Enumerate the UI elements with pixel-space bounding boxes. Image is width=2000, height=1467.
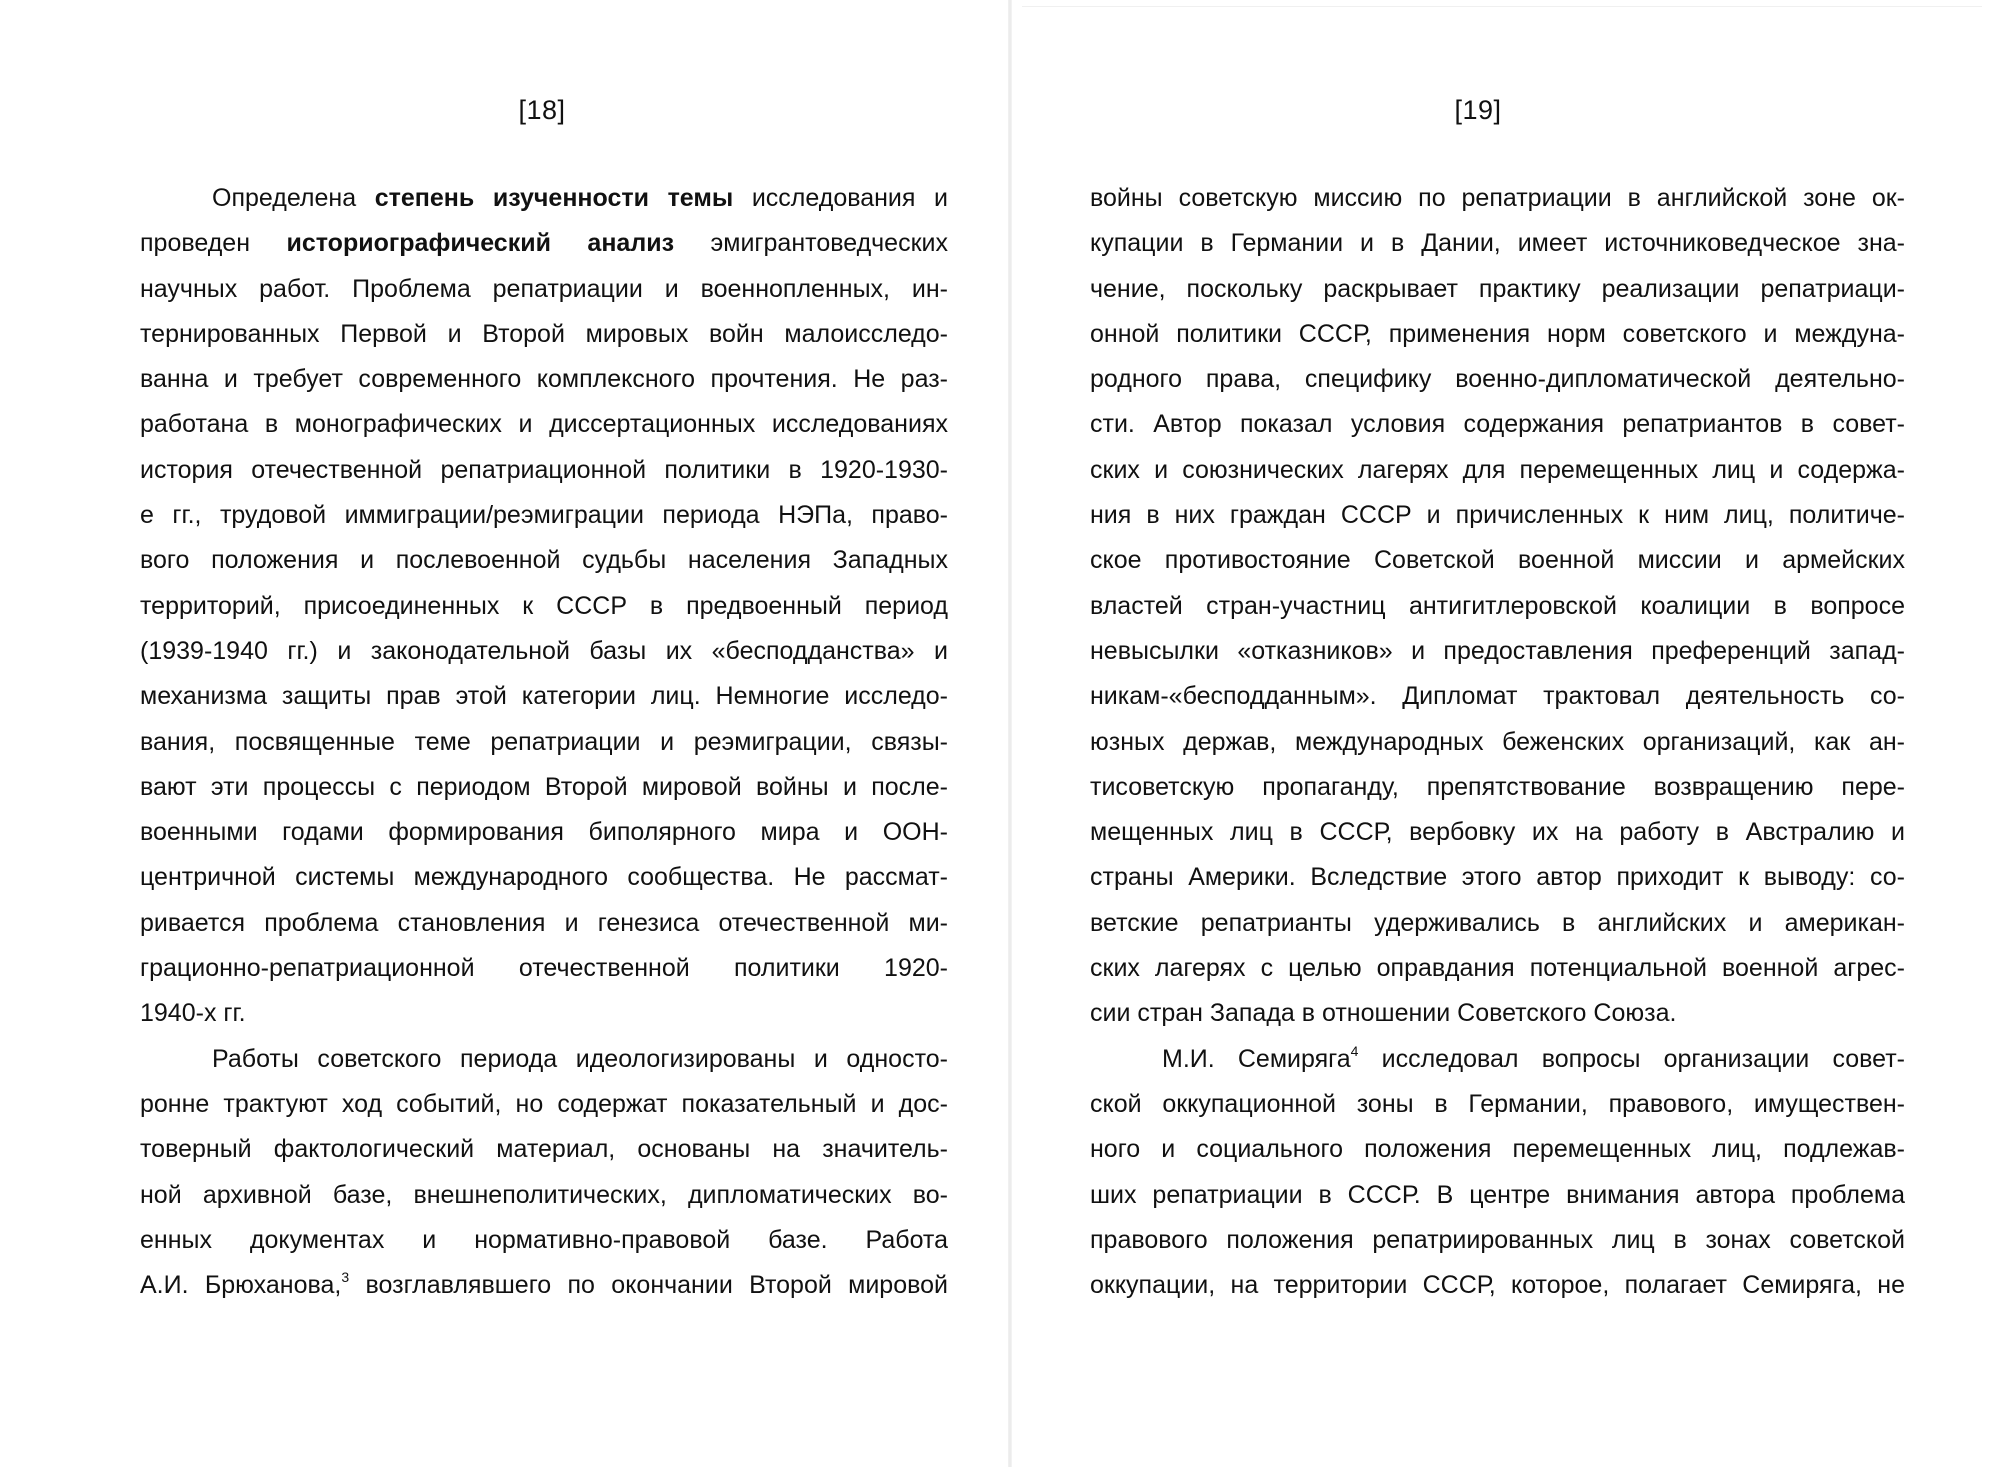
- text-line: ских и союзнических лагерях для перемещенных лиц и содержа-: [1090, 455, 1905, 484]
- text-line: история отечественной репатриационной политики в 1920-1930-: [140, 455, 948, 484]
- text-line: купации в Германии и в Дании, имеет источниковедческое зна-: [1090, 229, 1905, 258]
- text-line: сти. Автор показал условия содержания репатриантов в совет-: [1090, 410, 1905, 439]
- text-line: правового положения репатриированных лиц в зонах советской: [1090, 1225, 1905, 1254]
- text-line: сии стран Запада в отношении Советского Союза.: [1090, 999, 1677, 1028]
- text-line: ния в них граждан СССР и причисленных к ним лиц, политиче-: [1090, 501, 1905, 530]
- text-line: мещенных лиц в СССР, вербовку их на работу в Австралию и: [1090, 818, 1905, 847]
- text-line: ной архивной базе, внешнеполитических, дипломатических во-: [140, 1180, 948, 1209]
- text-line: 1940-х гг.: [140, 999, 246, 1028]
- text-line: вого положения и послевоенной судьбы населения Западных: [140, 546, 948, 575]
- text-line: тернированных Первой и Второй мировых войн малоисследо-: [140, 319, 948, 348]
- text-line: тисоветскую пропаганду, препятствование возвращению пере-: [1090, 772, 1905, 801]
- text-line: ного и социального положения перемещенных лиц, подлежав-: [1090, 1135, 1905, 1164]
- text-line: невысылки «отказников» и предоставления преференций запад-: [1090, 636, 1905, 665]
- text-line: ших репатриации в СССР. В центре внимания автора проблема: [1090, 1180, 1905, 1209]
- text-line: военными годами формирования биполярного мира и ООН-: [140, 818, 948, 847]
- text-line: механизма защиты прав этой категории лиц. Немногие исследо-: [140, 682, 948, 711]
- text-line: ской оккупационной зоны в Германии, правового, имуществен-: [1090, 1089, 1905, 1118]
- text-line: ронне трактуют ход событий, но содержат показательный и дос-: [140, 1089, 948, 1118]
- text-line: никам-«бесподданным». Дипломат трактовал деятельность со-: [1090, 682, 1905, 711]
- footnote-ref: 3: [341, 1269, 350, 1286]
- text-line: грационно-репатриационной отечественной политики 1920-: [140, 954, 948, 983]
- text-line: вания, посвященные теме репатриации и реэмиграции, связы-: [140, 727, 948, 756]
- bold-term: степень изученности темы: [374, 184, 734, 212]
- text-line: ветские репатрианты удерживались в английских и американ-: [1090, 908, 1905, 937]
- page-body: [140, 176, 948, 1308]
- page-body: [1090, 176, 1905, 1308]
- text-line: центричной системы международного сообщества. Не рассмат-: [140, 863, 948, 892]
- footnote-ref: 4: [1350, 1042, 1359, 1059]
- text-line: научных работ. Проблема репатриации и военнопленных, ин-: [140, 274, 948, 303]
- text-line: енных документах и нормативно-правовой базе. Работа: [140, 1225, 948, 1254]
- bold-term: историографический анализ: [286, 229, 675, 258]
- text-line: ванна и требует современного комплексного прочтения. Не раз-: [140, 365, 948, 394]
- text-line: Определена степень изученности темы исследования и: [212, 184, 948, 212]
- text-line: онной политики СССР, применения норм советского и междуна-: [1090, 319, 1905, 348]
- text-line: ское противостояние Советской военной миссии и армейских: [1090, 546, 1905, 575]
- text-line: товерный фактологический материал, основаны на значитель-: [140, 1135, 948, 1164]
- text-line: работана в монографических и диссертационных исследованиях: [140, 410, 948, 439]
- text-line: страны Америки. Вследствие этого автор приходит к выводу: со-: [1090, 863, 1905, 892]
- text-line: е гг., трудовой иммиграции/реэмиграции периода НЭПа, право-: [140, 501, 948, 530]
- text-line: территорий, присоединенных к СССР в предвоенный период: [140, 591, 948, 620]
- text-line: юзных держав, международных беженских организаций, как ан-: [1090, 727, 1905, 756]
- text-line: М.И. Семиряга$^4$ исследовал вопросы организации совет-: [1162, 1042, 1905, 1073]
- text-line: родного права, специфику военно-дипломатической деятельно-: [1090, 365, 1905, 394]
- text-line: войны советскую миссию по репатриации в английской зоне ок-: [1090, 184, 1905, 212]
- text-line: проведен историографический анализ эмигрантоведческих: [140, 229, 948, 258]
- text-line: чение, поскольку раскрывает практику реализации репатриаци-: [1090, 274, 1905, 303]
- right-page: [1010, 0, 2000, 1467]
- page-number: [19]: [1454, 95, 1502, 125]
- text-line: ривается проблема становления и генезиса отечественной ми-: [140, 908, 948, 937]
- text-line: ских лагерях с целью оправдания потенциальной военной агрес-: [1090, 954, 1905, 983]
- text-line: Работы советского периода идеологизированы и односто-: [212, 1044, 948, 1073]
- text-line: А.И. Брюханова,$^3$ возглавлявшего по окончании Второй мировой: [140, 1269, 948, 1300]
- text-line: оккупации, на территории СССР, которое, полагает Семиряга, не: [1090, 1271, 1905, 1300]
- text-line: вают эти процессы с периодом Второй мировой войны и после-: [140, 772, 948, 801]
- text-line: властей стран-участниц антигитлеровской коалиции в вопросе: [1090, 591, 1905, 620]
- text-line: (1939-1940 гг.) и законодательной базы их «бесподданства» и: [140, 636, 948, 665]
- page-number: [18]: [518, 95, 566, 125]
